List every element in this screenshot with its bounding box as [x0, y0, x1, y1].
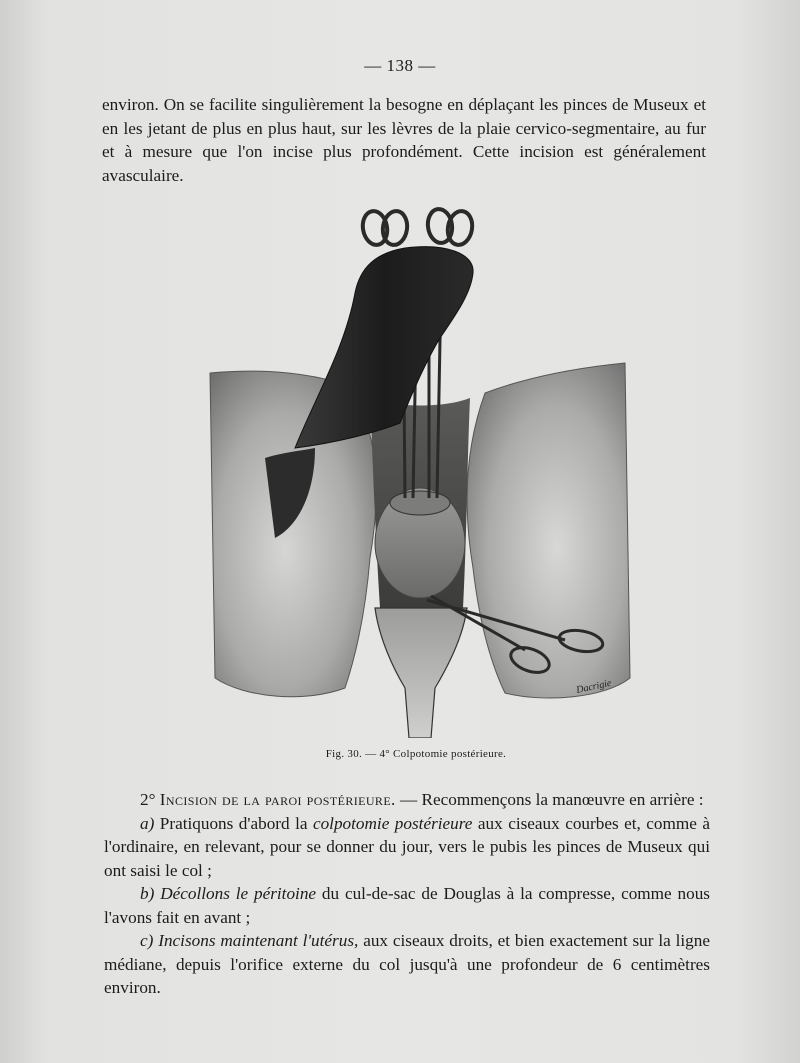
section-number: 2°	[140, 790, 156, 809]
figure	[205, 198, 635, 738]
figure-caption: Fig. 30. — 4° Colpotomie postérieure.	[325, 748, 507, 760]
item-a-lead: Pratiquons d'abord la	[154, 813, 313, 833]
page-number: — 138 —	[364, 56, 436, 75]
item-b-marker: b)	[140, 884, 155, 903]
item-c-marker: c)	[140, 931, 154, 950]
item-a-italic: colpotomie postérieure	[312, 813, 473, 833]
item-b-italic: Décollons le péritoine	[160, 884, 317, 903]
section-heading: Incision de la paroi postérieure.	[159, 790, 396, 809]
top-paragraph: environ. On se facilite singulièrement la besogne en déplaçant les pinces de Museux et en les jetant de plus en plus haut, sur les lèvres de la plaie cervico-segmentaire, au fur et à mesure que l'on incise plus profondément. Cette incision est généralement avasculaire.	[102, 95, 706, 185]
artist-signature: Dacrigie	[575, 677, 613, 696]
section-intro: — Recommençons la manœuvre en arrière :	[395, 790, 704, 809]
item-a-text: aux ciseaux courbes et, comme à l'ordinaire, en relevant, pour se donner du jour, vers le pubis les pinces de Museux qui ont saisi le col ;	[104, 813, 710, 880]
item-c-italic: Incisons maintenant l'utérus,	[158, 931, 359, 950]
item-a-marker: a)	[140, 813, 155, 833]
item-b-text: du cul-de-sac de Douglas à la compresse, comme nous l'avons fait en avant ;	[104, 884, 710, 927]
item-c-text: aux ciseaux droits, et bien exactement sur la ligne médiane, depuis l'orifice externe du col jusqu'à une profondeur de 6 centimètres environ.	[104, 931, 711, 997]
section-paragraph	[104, 788, 710, 1000]
colpotomy-illustration	[205, 198, 635, 738]
